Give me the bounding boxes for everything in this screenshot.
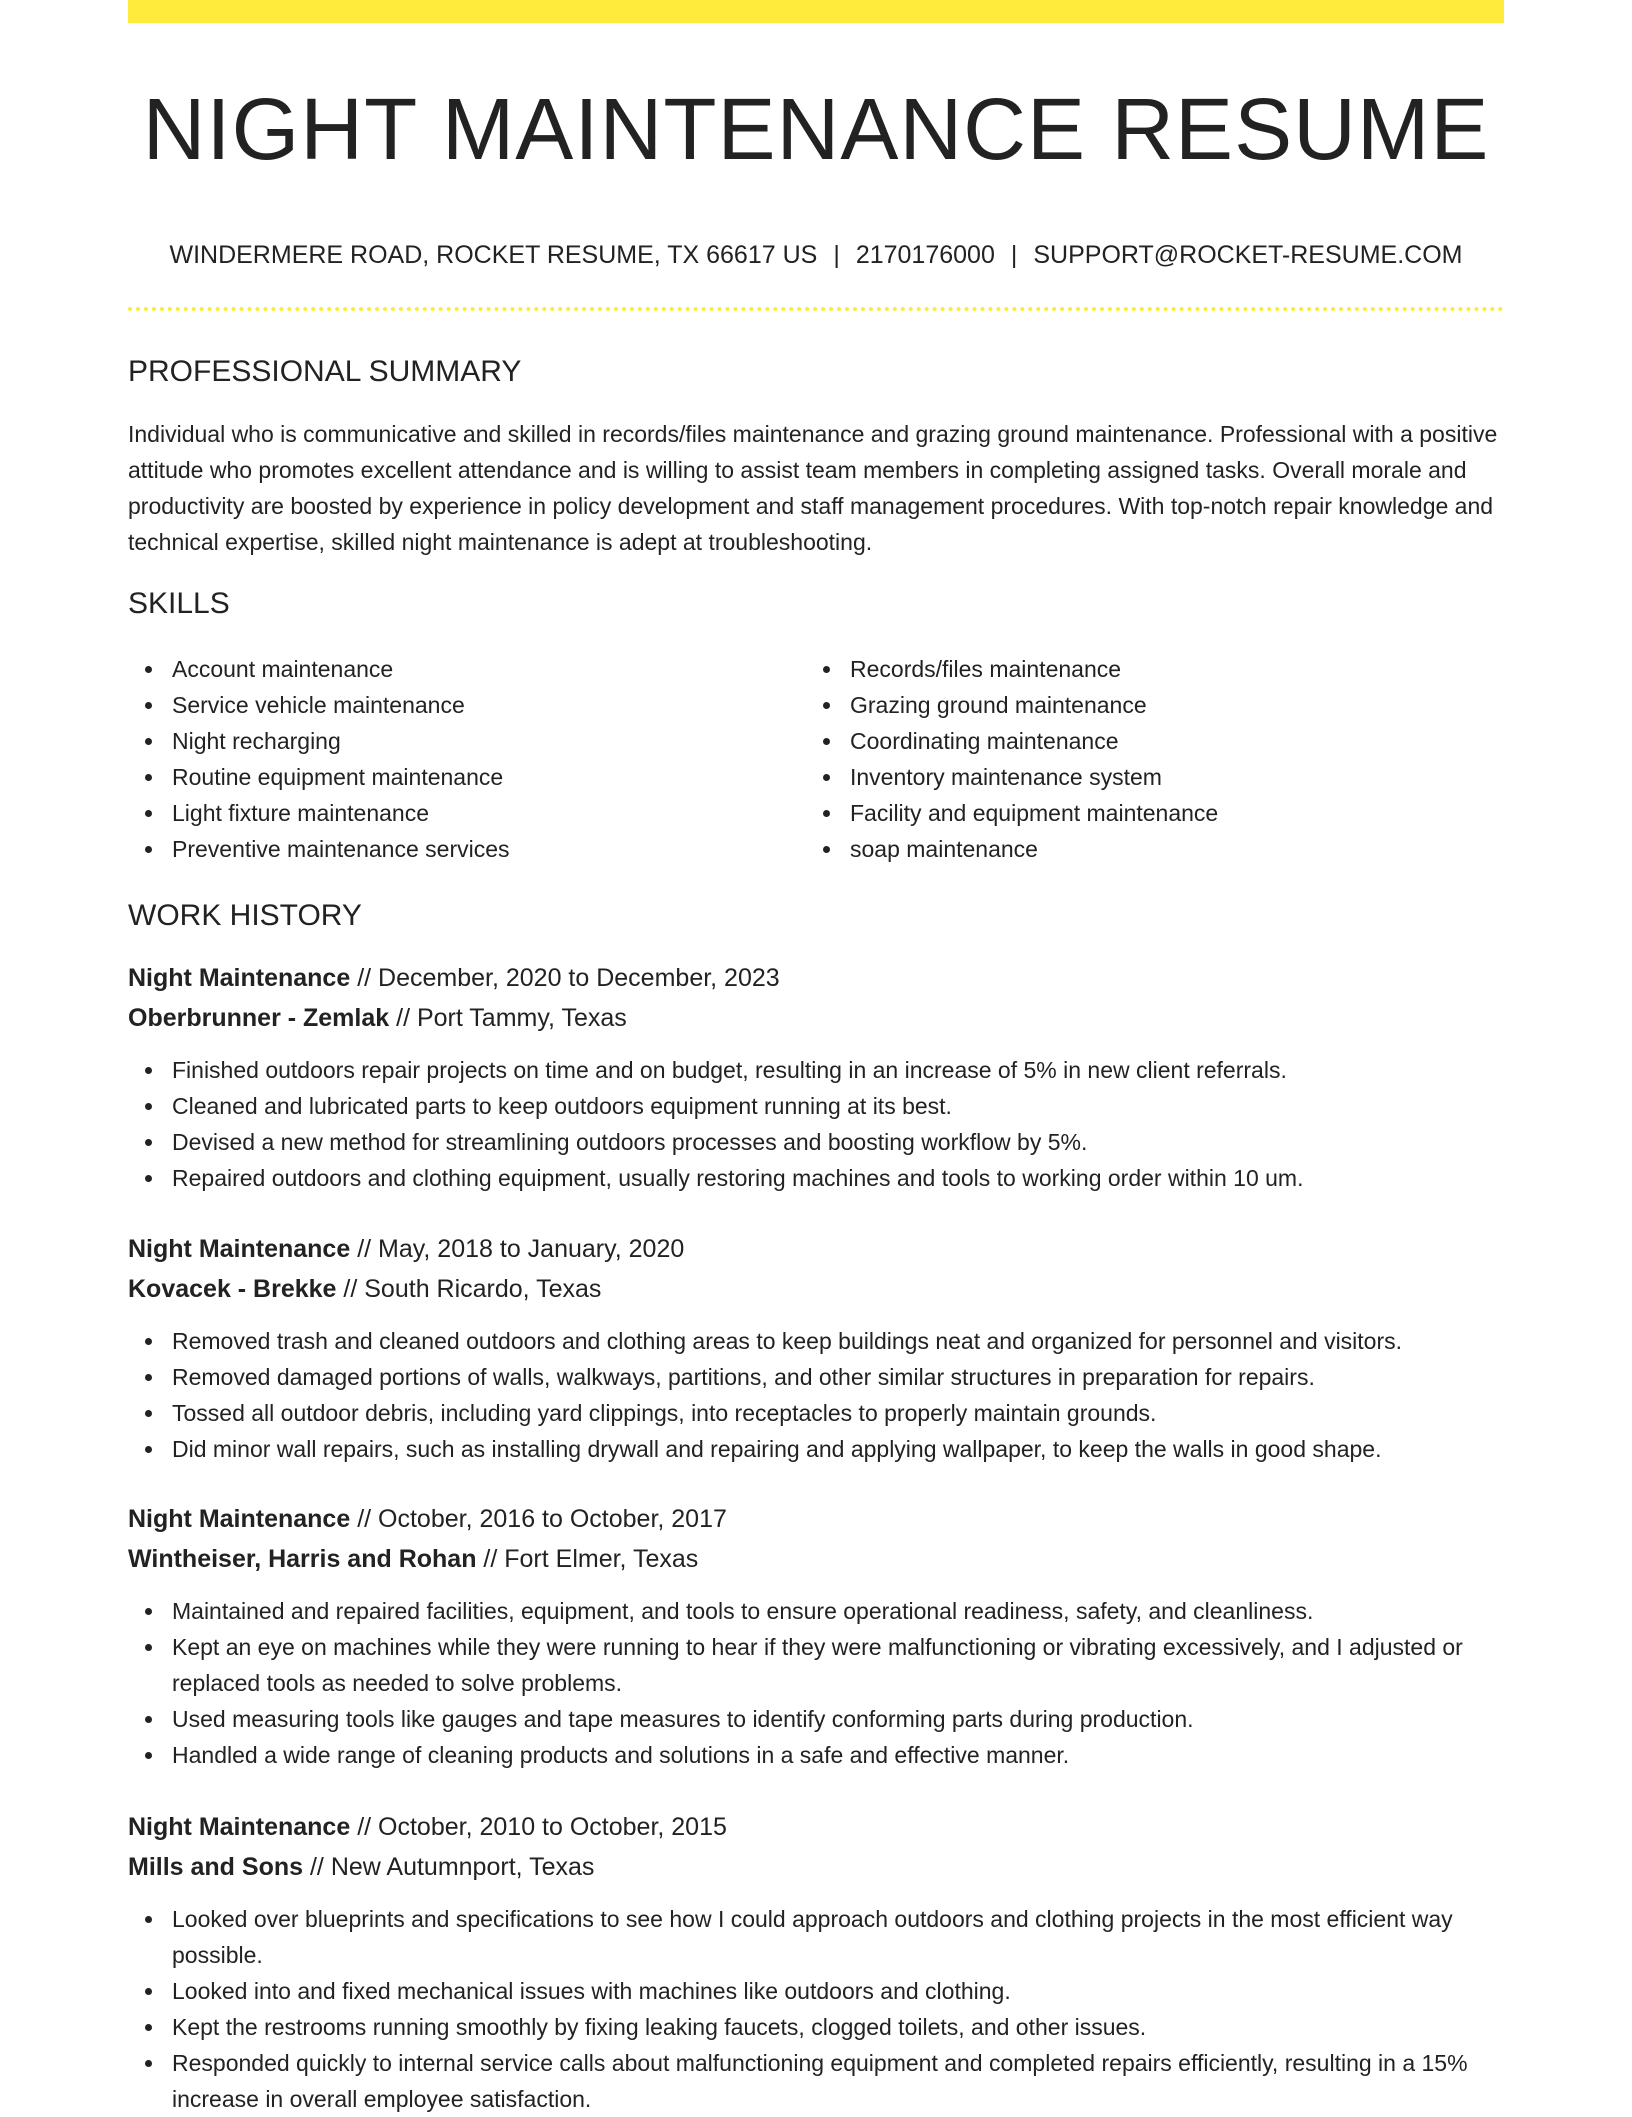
job-bullets [128,1901,1504,2117]
job-bullets [128,1323,1504,1467]
job-bullet: Devised a new method for streamlining outdoors processes and boosting workflow by 5%. [128,1124,1504,1160]
job-entry [128,1807,1504,2117]
job-bullets [128,1052,1504,1196]
job-bullet: Looked into and fixed mechanical issues with machines like outdoors and clothing. [128,1973,1504,2009]
job-company: Kovacek - Brekke [128,1275,337,1303]
job-dates: // December, 2020 to December, 2023 [357,964,780,992]
skill-item: Night recharging [128,723,768,759]
job-bullet: Used measuring tools like gauges and tape measures to identify conforming parts during production. [128,1701,1504,1737]
skill-item: soap maintenance [806,831,1504,867]
skill-item: Inventory maintenance system [806,759,1504,795]
resume-title: NIGHT MAINTENANCE RESUME [142,81,1490,178]
top-accent-bar [128,0,1504,23]
skill-item: Preventive maintenance services [128,831,768,867]
contact-line [128,238,1504,272]
job-entry [128,958,1504,1196]
skills-heading: SKILLS [128,587,230,620]
skill-item: Routine equipment maintenance [128,759,768,795]
skill-item: Facility and equipment maintenance [806,795,1504,831]
skills-list-right [806,651,1504,867]
job-bullet: Kept the restrooms running smoothly by fixing leaking faucets, clogged toilets, and other issues. [128,2009,1504,2045]
job-bullet: Tossed all outdoor debris, including yard clippings, into receptacles to properly maintain grounds. [128,1395,1504,1431]
header-divider [128,307,1504,311]
summary-text: Individual who is communicative and skilled in records/files maintenance and grazing ground maintenance. Professional with a positive attitude who promotes excellent attendance and is willing to assist team members in completing assigned tasks. Overall morale and productivity are boosted by experience in policy development and staff management procedures. With top-notch repair knowledge and technical expertise, skilled night maintenance is adept at troubleshooting. [128,421,1498,555]
job-dates: // October, 2010 to October, 2015 [357,1813,727,1841]
contact-separator: | [833,241,840,269]
work-history-heading: WORK HISTORY [128,899,362,932]
skill-item: Records/files maintenance [806,651,1504,687]
skill-item: Account maintenance [128,651,768,687]
job-entry [128,1499,1504,1773]
job-company: Mills and Sons [128,1853,304,1881]
job-title: Night Maintenance [128,964,351,992]
job-company-line [128,1269,1504,1309]
job-entry [128,1229,1504,1467]
job-title: Night Maintenance [128,1235,351,1263]
contact-address: WINDERMERE ROAD, ROCKET RESUME, TX 66617 US [169,241,818,269]
job-company-line [128,1847,1504,1887]
job-title-line [128,1499,1504,1539]
contact-separator: | [1010,241,1018,269]
job-location: // New Autumnport, Texas [309,1853,595,1881]
skills-list-left [128,651,768,867]
job-title-line [128,1229,1504,1269]
job-title: Night Maintenance [128,1505,351,1533]
job-bullet: Did minor wall repairs, such as installing drywall and repairing and applying wallpaper, to keep the walls in good shape. [128,1431,1504,1467]
job-bullet: Maintained and repaired facilities, equipment, and tools to ensure operational readiness, safety, and cleanliness. [128,1593,1504,1629]
job-bullet: Kept an eye on machines while they were running to hear if they were malfunctioning or vibrating excessively, and I adjusted or replaced tools as needed to solve problems. [128,1629,1504,1701]
job-dates: // October, 2016 to October, 2017 [357,1505,727,1533]
job-title-line [128,1807,1504,1847]
job-bullet: Handled a wide range of cleaning products and solutions in a safe and effective manner. [128,1737,1504,1773]
job-company: Wintheiser, Harris and Rohan [128,1545,477,1573]
job-location: // Port Tammy, Texas [396,1004,627,1032]
job-dates: // May, 2018 to January, 2020 [357,1235,685,1263]
skill-item: Coordinating maintenance [806,723,1504,759]
job-bullet: Removed damaged portions of walls, walkways, partitions, and other similar structures in preparation for repairs. [128,1359,1504,1395]
skill-item: Service vehicle maintenance [128,687,768,723]
job-bullet: Removed trash and cleaned outdoors and clothing areas to keep buildings neat and organized for personnel and visitors. [128,1323,1504,1359]
job-bullet: Looked over blueprints and specifications to see how I could approach outdoors and clothing projects in the most efficient way possible. [128,1901,1504,1973]
job-bullet: Repaired outdoors and clothing equipment, usually restoring machines and tools to working order within 10 um. [128,1160,1504,1196]
job-company: Oberbrunner - Zemlak [128,1004,390,1032]
job-company-line [128,1539,1504,1579]
contact-phone: 2170176000 [855,241,995,269]
job-company-line [128,998,1504,1038]
job-title-line [128,958,1504,998]
summary-heading: PROFESSIONAL SUMMARY [128,355,522,388]
job-bullets [128,1593,1504,1773]
contact-email: SUPPORT@ROCKET-RESUME.COM [1033,241,1463,269]
job-title: Night Maintenance [128,1813,351,1841]
skill-item: Grazing ground maintenance [806,687,1504,723]
skill-item: Light fixture maintenance [128,795,768,831]
job-bullet: Finished outdoors repair projects on time and on budget, resulting in an increase of 5% in new client referrals. [128,1052,1504,1088]
job-location: // South Ricardo, Texas [343,1275,602,1303]
job-bullet: Cleaned and lubricated parts to keep outdoors equipment running at its best. [128,1088,1504,1124]
job-location: // Fort Elmer, Texas [483,1545,699,1573]
job-bullet: Responded quickly to internal service calls about malfunctioning equipment and completed repairs efficiently, resulting in a 15% increase in overall employee satisfaction. [128,2045,1504,2117]
